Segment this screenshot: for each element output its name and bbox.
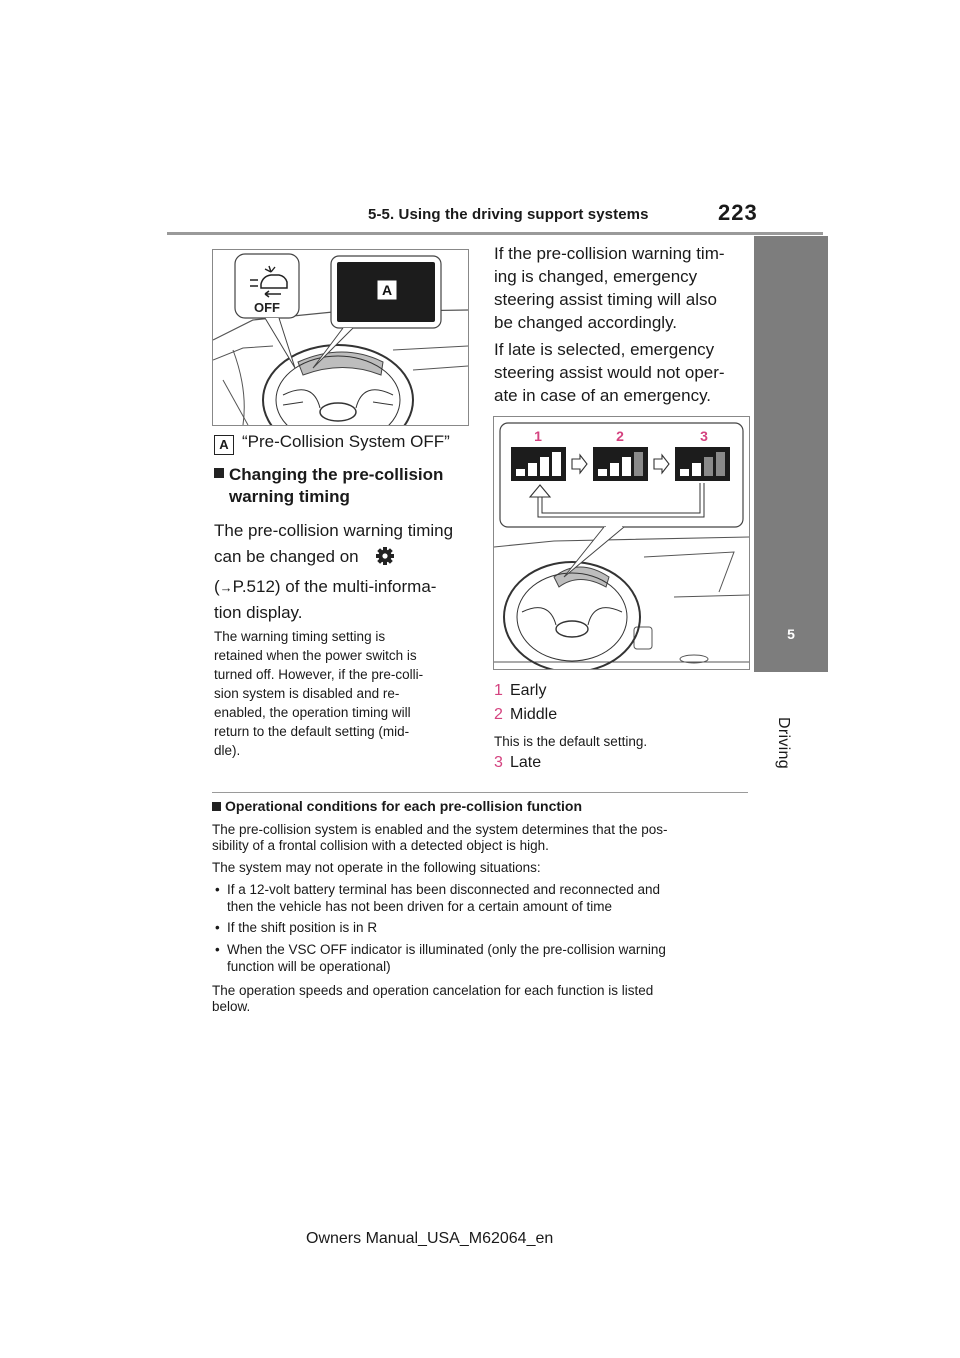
para-line: ate in case of an emergency. [494, 386, 712, 405]
timing-display-late-icon [675, 447, 730, 481]
caption-text: “Pre-Collision System OFF” [242, 432, 450, 451]
para-text: can be changed on [214, 547, 359, 566]
bullet-item [212, 881, 752, 915]
para-line: The pre-collision warning timing [214, 521, 454, 540]
note-line: dle). [214, 743, 241, 758]
footer-text: Owners Manual_USA_M62064_en [306, 1230, 554, 1247]
dashboard-illustration [213, 250, 468, 425]
para-line: sibility of a frontal collision with a detected object is high. [212, 838, 549, 853]
page-number: 223 [718, 200, 758, 225]
off-label: OFF [254, 300, 280, 315]
legend-number: 2 [494, 706, 503, 723]
timing-illustration [494, 417, 749, 669]
gear-icon [375, 546, 395, 566]
para-line: If late is selected, emergency [494, 340, 715, 359]
heading-text: Changing the pre-collision warning timing [229, 465, 444, 506]
bullet-text: If the shift position is in R [227, 920, 378, 935]
step-number: 2 [616, 428, 624, 444]
bullet-text: If a 12-volt battery terminal has been disconnected and reconnected and then the vehicle has not been driven for a certain amount of time [227, 882, 661, 914]
legend-item [494, 706, 557, 724]
note-line: enabled, the operation timing will [214, 705, 411, 720]
note-line: return to the default setting (mid- [214, 724, 410, 739]
figure-warning-timing [493, 416, 750, 670]
para-line: The system may not operate in the following situations: [212, 860, 541, 875]
timing-display-early-icon [511, 447, 566, 481]
step-number: 3 [700, 428, 708, 444]
para-line: The operation speeds and operation cancelation for each function is listed [212, 983, 654, 998]
figure-caption [214, 432, 450, 455]
callout-a-label: A [381, 282, 393, 298]
note-line: retained when the power switch is [214, 648, 417, 663]
step-number: 1 [534, 428, 542, 444]
para-line [214, 576, 436, 599]
legend-item [494, 682, 546, 700]
legend-note: This is the default setting. [494, 734, 648, 749]
note-line: The warning timing setting is [214, 629, 386, 644]
para-line: steering assist timing will also [494, 290, 717, 309]
legend-label: Middle [510, 706, 558, 723]
timing-display-middle-icon [593, 447, 648, 481]
heading-square-icon [212, 802, 221, 811]
para-line: be changed accordingly. [494, 313, 678, 332]
chapter-number: 5 [787, 626, 795, 642]
figure-precollision-off [212, 249, 469, 426]
heading-square-icon [214, 468, 224, 478]
legend-label: Early [510, 682, 547, 699]
para-line: ing is changed, emergency [494, 267, 698, 286]
caption-label-box: A [214, 435, 234, 455]
bullet-item [212, 941, 752, 975]
bullet-dot: • [215, 920, 220, 935]
para-line: The pre-collision system is enabled and the system determines that the pos- [212, 822, 668, 837]
para-line [214, 546, 395, 568]
note-line: turned off. However, if the pre-colli- [214, 667, 424, 682]
section-title: 5-5. Using the driving support systems [368, 206, 649, 223]
legend-label: Late [510, 754, 542, 771]
subsection-heading-text: Operational conditions for each pre-collision function [225, 798, 583, 814]
header-rule [167, 232, 823, 235]
para-line: steering assist would not oper- [494, 363, 725, 382]
section-divider [212, 792, 748, 793]
subsection-heading [212, 798, 752, 815]
para-line: below. [212, 999, 251, 1014]
para-text: ( [214, 577, 220, 596]
legend-number: 3 [494, 754, 503, 771]
bullet-dot: • [215, 942, 220, 957]
bullet-item [212, 919, 752, 936]
para-line: tion display. [214, 603, 303, 622]
note-line: sion system is disabled and re- [214, 686, 400, 701]
ref-arrow-icon: → [219, 580, 233, 595]
legend-number: 1 [494, 682, 503, 699]
bullet-text: When the VSC OFF indicator is illuminated (only the pre-collision warning function will be operational) [227, 942, 666, 974]
bullet-dot: • [215, 882, 220, 897]
legend-item [494, 754, 541, 772]
page-reference-link[interactable]: P.512) of the multi-informa- [232, 577, 437, 596]
chapter-label: Driving [775, 717, 792, 769]
para-line: If the pre-collision warning tim- [494, 244, 725, 263]
chapter-tab [754, 236, 828, 672]
